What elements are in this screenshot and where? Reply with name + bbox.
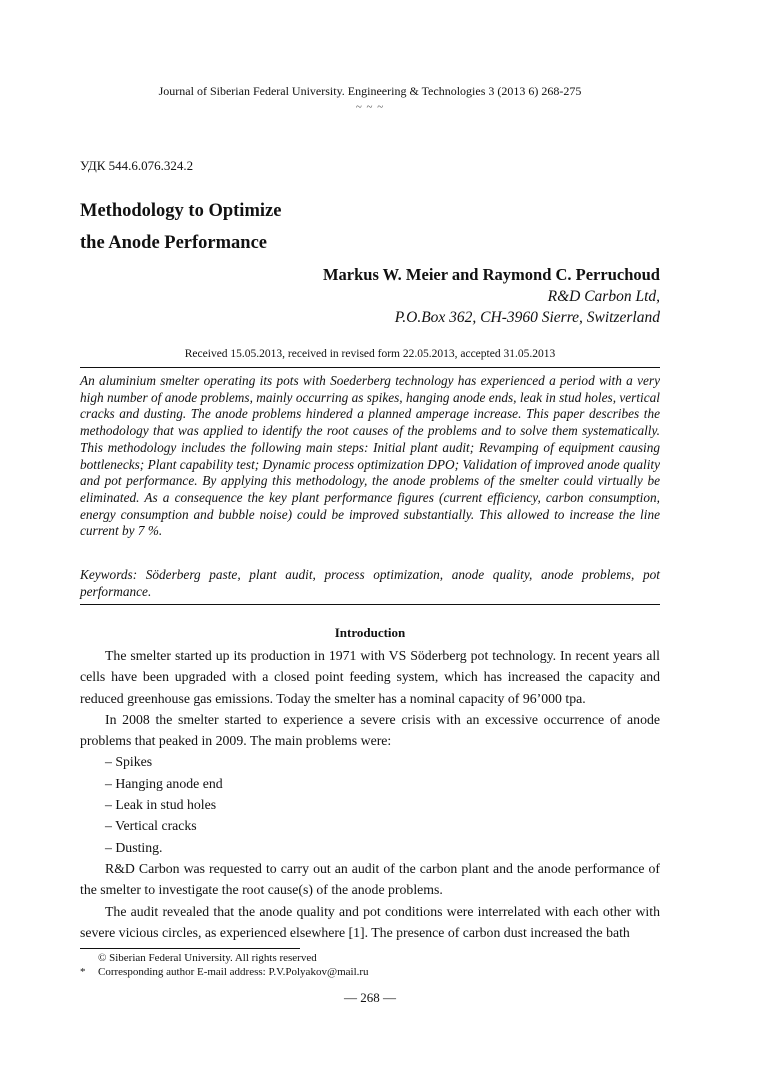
header-separator: ~ ~ ~ <box>355 101 385 113</box>
list-item: – Dusting. <box>105 839 163 855</box>
copyright-footnote: © Siberian Federal University. All rights reserved <box>98 952 317 964</box>
title-line-1: Methodology to Optimize <box>80 201 282 221</box>
introduction-body <box>80 645 660 943</box>
title-line-2: the Anode Performance <box>80 233 268 253</box>
article-title <box>80 195 281 259</box>
footnote-mark: * <box>80 966 86 978</box>
abstract <box>80 373 660 540</box>
section-heading-introduction: Introduction <box>334 625 406 640</box>
affiliation-line-2: P.O.Box 362, CH-3960 Sierre, Switzerland <box>394 309 660 326</box>
list-item: – Hanging anode end <box>105 775 223 791</box>
paragraph: The audit revealed that the anode quality and pot conditions were interrelated with each other with severe vicious circles, as experienced elsewhere [1]. The presence of carbon dust increased the bath <box>80 903 660 940</box>
udk-code: УДК 544.6.076.324.2 <box>80 158 194 173</box>
paragraph: R&D Carbon was requested to carry out an audit of the carbon plant and the anode performance of the smelter to investigate the root cause(s) of the anode problems. <box>80 860 660 898</box>
paragraph: The smelter started up its production in 1971 with VS Söderberg pot technology. In recent years all cells have been upgraded with a closed point feeding system, which has increased the capacity and reduced greenhouse gas emissions. Today the smelter has a nominal capacity of 96’000 tpa. <box>80 648 660 706</box>
list-item: – Leak in stud holes <box>105 797 217 813</box>
list-item: – Spikes <box>105 754 153 770</box>
received-dates: Received 15.05.2013, received in revised form 22.05.2013, accepted 31.05.2013 <box>184 348 556 360</box>
footnote-rule <box>80 948 300 949</box>
list-item: – Vertical cracks <box>105 818 197 834</box>
abstract-text: An aluminium smelter operating its pots with Soederberg technology has experienced a period with a very high number of anode problems, mainly occurring as spikes, hanging anode ends, leak in stud holes, vertical cracks and dusting. The anode problems hindered a planned amperage increase. This paper describes the methodology that was applied to identify the root causes of the problems and to solve them systematically. This methodology includes the following main steps: Initial plant audit; Revamping of equipment causing bottlenecks; Plant capability test; Dynamic process optimization DPO; Validation of improved anode quality and pot performance. By applying this methodology, the anode problems of the smelter could virtually be eliminated. As a consequence the key plant performance figures (current efficiency, carbon consumption, energy consumption and bubble noise) could be improved substantially. This allowed to increase the line current by 7 %. <box>80 373 660 539</box>
page-number: — 268 — <box>344 990 396 1005</box>
authors: Markus W. Meier and Raymond C. Perruchoud <box>322 265 660 284</box>
affiliation-line-1: R&D Carbon Ltd, <box>547 288 660 305</box>
corresponding-author-email: Corresponding author E-mail address: P.V.Polyakov@mail.ru <box>98 966 369 978</box>
paragraph: In 2008 the smelter started to experience a severe crisis with an excessive occurrence of anode problems that peaked in 2009. The main problems were: <box>80 711 660 749</box>
corresponding-author-footnote <box>80 966 369 978</box>
journal-header: Journal of Siberian Federal University. Engineering & Technologies 3 (2013 6) 268-275 <box>158 84 582 98</box>
keywords: Keywords: Söderberg paste, plant audit, process optimization, anode quality, anode problems, pot performance. <box>80 567 660 599</box>
abstract-bottom-rule <box>80 604 660 605</box>
abstract-top-rule <box>80 367 660 368</box>
